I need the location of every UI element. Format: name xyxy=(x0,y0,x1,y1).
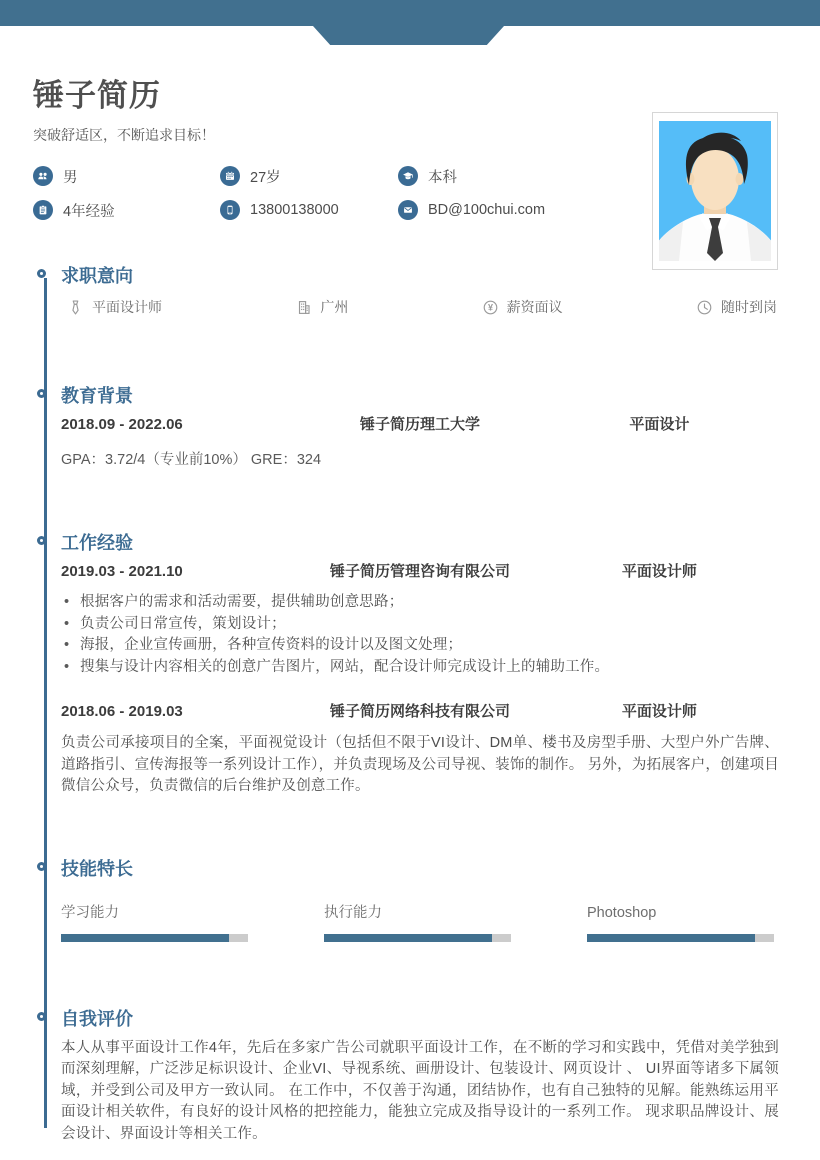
timeline-node-icon xyxy=(37,862,46,871)
skill-item xyxy=(61,904,248,942)
work-role: 平面设计师 xyxy=(621,703,697,720)
section-title-work: 工作经验 xyxy=(61,533,133,553)
work-period: 2019.03 - 2021.10 xyxy=(61,563,183,580)
intent-position xyxy=(66,297,162,317)
work-bullet: • 海报，企业宣传画册，各种宣传资料的设计以及图文处理； xyxy=(61,635,779,657)
experience-icon xyxy=(33,200,53,220)
timeline-node-icon xyxy=(37,389,46,398)
degree-icon xyxy=(398,166,418,186)
education-row xyxy=(61,415,779,434)
intent-city-label: 广州 xyxy=(320,299,349,315)
salary-icon xyxy=(481,298,500,317)
experience-value: 4年经验 xyxy=(63,203,115,220)
skill-bar-fill xyxy=(324,934,492,942)
info-age xyxy=(220,166,398,186)
section-title-skills: 技能特长 xyxy=(61,858,133,879)
work-company: 锤子简历网络科技有限公司 xyxy=(329,703,510,720)
work-bullet: • 搜集与设计内容相关的创意广告图片，网站，配合设计师完成设计上的辅助工作。 xyxy=(61,657,779,679)
section-title-summary: 自我评价 xyxy=(61,1008,133,1029)
education-major: 平面设计 xyxy=(629,416,690,433)
email-icon xyxy=(398,200,418,220)
work-bullet-list xyxy=(61,592,779,678)
section-education xyxy=(0,385,820,469)
info-phone xyxy=(220,200,398,220)
email-value: BD@100chui.com xyxy=(428,202,546,218)
timeline-node-icon xyxy=(37,269,46,278)
work-period: 2018.06 - 2019.03 xyxy=(61,703,183,720)
resume-header xyxy=(0,26,820,220)
top-banner xyxy=(0,0,820,26)
section-work xyxy=(0,532,820,798)
summary-text: 本人从事平面设计工作4年，先后在多家广告公司就职平面设计工作，在不断的学习和实践中，凭借对美学独到而深刻理解，广泛涉足标识设计、企业VI、导视系统、画册设计、包装设计、网页设计 、 UI界面等诸多下属领域，并受到公司及甲方一致认同。 在工作中，不仅善于沟通，团结协作，也有自己独特的见解。能熟练运用平面设计相关软件，有良好的设计风格的把控能力，能独立完成及指导设计的一系列工作。 现求职品牌设计、展会设计、界面设计等相关工作。 xyxy=(61,1039,779,1142)
skill-item xyxy=(587,904,774,942)
clock-icon xyxy=(695,298,714,317)
section-title-education: 教育背景 xyxy=(61,386,133,406)
skill-name: Photoshop xyxy=(587,904,657,921)
intent-city xyxy=(294,297,348,317)
skill-bar-fill xyxy=(587,934,755,942)
resume-name: 锤子简历 xyxy=(33,78,161,113)
phone-icon xyxy=(220,200,240,220)
intention-row xyxy=(61,297,779,317)
skill-bar-track xyxy=(587,934,774,942)
age-value: 27岁 xyxy=(250,169,281,186)
timeline-node-icon xyxy=(37,1012,46,1021)
work-bullet: • 根据客户的需求和活动需要，提供辅助创意思路； xyxy=(61,592,779,614)
age-icon xyxy=(220,166,240,186)
avatar xyxy=(652,112,778,270)
gender-value: 男 xyxy=(63,169,78,186)
work-row xyxy=(61,702,779,721)
skill-item xyxy=(324,904,511,942)
intent-salary-label: 薪资面议 xyxy=(506,299,563,315)
skill-bar-track xyxy=(61,934,248,942)
section-skills xyxy=(0,858,820,942)
skill-name: 执行能力 xyxy=(324,904,382,921)
tie-icon xyxy=(66,298,85,317)
work-row xyxy=(61,562,779,581)
intent-position-label: 平面设计师 xyxy=(92,299,162,315)
timeline-node-icon xyxy=(37,536,46,545)
info-gender xyxy=(33,166,220,186)
info-experience xyxy=(33,200,220,220)
section-summary xyxy=(0,1008,820,1146)
skill-bar-track xyxy=(324,934,511,942)
svg-text:¥: ¥ xyxy=(487,302,493,313)
gender-icon xyxy=(33,166,53,186)
skills-grid xyxy=(61,904,779,942)
intent-availability-label: 随时到岗 xyxy=(720,299,777,315)
section-title-intention: 求职意向 xyxy=(61,266,133,286)
education-school: 锤子简历理工大学 xyxy=(359,416,480,433)
work-description: 负责公司承接项目的全案，平面视觉设计（包括但不限于VI设计、DM单、楼书及房型手册、大型户外广告牌、道路指引、宣传海报等一系列设计工作），并负责现场及公司导视、装饰的制作。 另外，为拓展客户，创建项目微信公众号，负责微信的后台维护及创意工作。 xyxy=(61,735,779,794)
work-bullet: • 负责公司日常宣传，策划设计； xyxy=(61,614,779,636)
building-icon xyxy=(294,298,313,317)
phone-value: 13800138000 xyxy=(250,202,339,218)
work-role: 平面设计师 xyxy=(621,563,697,580)
work-company: 锤子简历管理咨询有限公司 xyxy=(329,563,510,580)
skill-name: 学习能力 xyxy=(61,904,119,921)
education-period: 2018.09 - 2022.06 xyxy=(61,416,183,433)
intent-availability xyxy=(695,297,777,317)
degree-value: 本科 xyxy=(428,169,457,186)
intent-salary xyxy=(481,297,563,317)
resume-tagline: 突破舒适区，不断追求目标！ xyxy=(33,127,215,143)
skill-bar-fill xyxy=(61,934,229,942)
section-intention xyxy=(0,265,820,317)
education-detail: GPA：3.72/4（专业前10%） GRE：324 xyxy=(61,452,322,468)
